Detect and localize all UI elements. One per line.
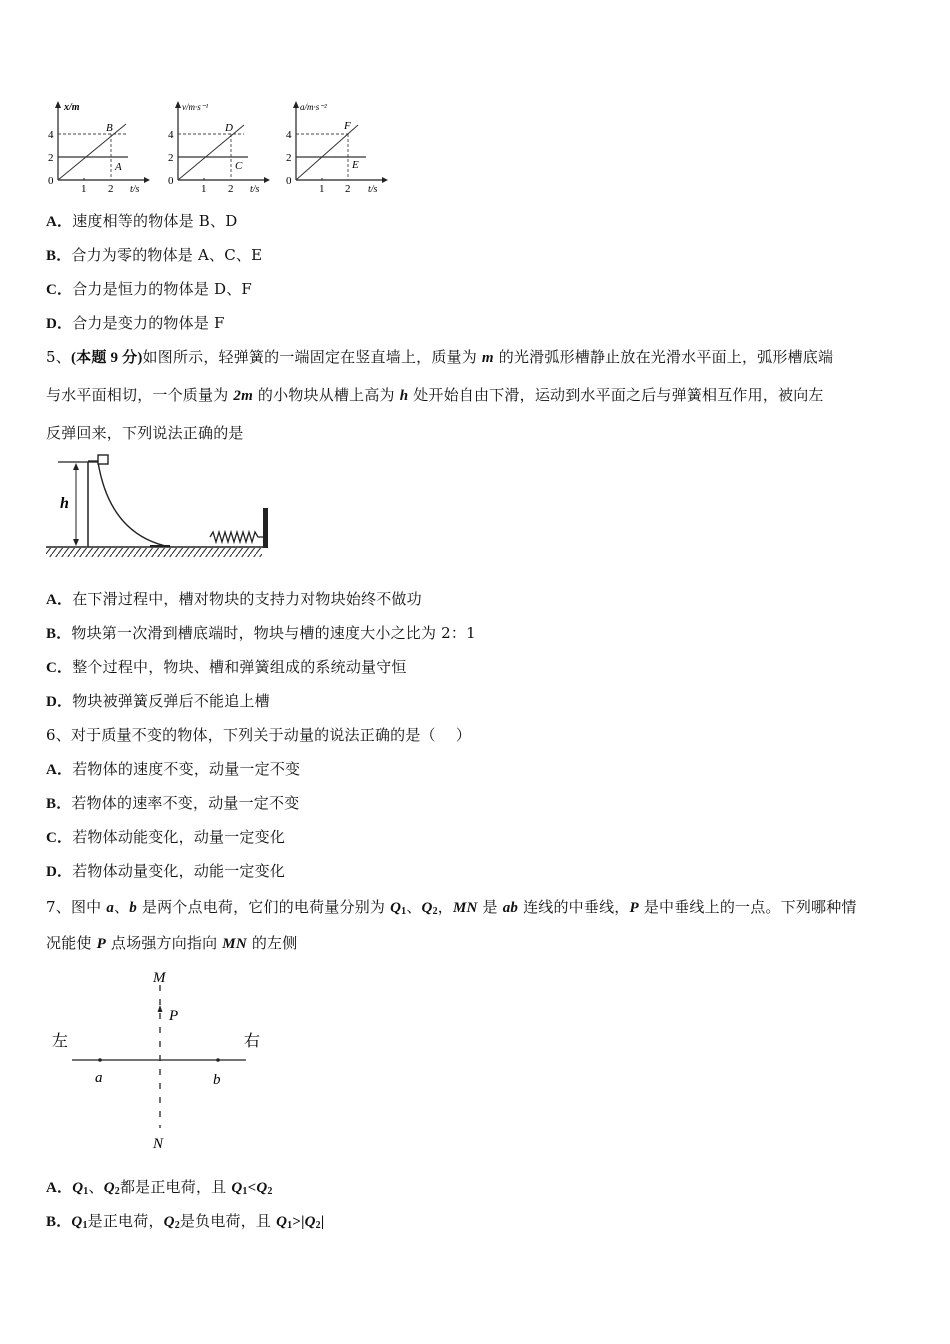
- stem-text: 的左侧: [246, 934, 298, 952]
- var-p: P: [96, 936, 106, 952]
- var-h: h: [399, 388, 409, 404]
- var-sub: 2: [315, 1220, 321, 1231]
- svg-text:2: 2: [168, 152, 174, 164]
- q5-stem-line-2: [46, 385, 824, 406]
- option-text: 在下滑过程中，槽对物块的支持力对物块始终不做功: [72, 590, 422, 608]
- option-label: B．: [46, 796, 72, 812]
- svg-text:D: D: [225, 122, 233, 134]
- svg-text:E: E: [352, 159, 359, 171]
- var-sub: 2: [114, 1186, 120, 1197]
- svg-text:2: 2: [228, 183, 234, 195]
- q5-option-a: [46, 589, 422, 610]
- stem-text: 点场强方向指向: [105, 934, 223, 952]
- option-text: >|: [292, 1214, 305, 1230]
- var-ab: ab: [502, 900, 519, 916]
- svg-text:1: 1: [201, 183, 207, 195]
- option-label: A．: [46, 592, 73, 608]
- option-text: 整个过程中，物块、槽和弹簧组成的系统动量守恒: [72, 658, 407, 676]
- svg-text:2: 2: [108, 183, 114, 195]
- option-text: 物块第一次滑到槽底端时，物块与槽的速度大小之比为 2：1: [71, 624, 476, 642]
- q7-stem-line-1: [46, 897, 857, 918]
- svg-text:A: A: [115, 161, 122, 173]
- option-label: C．: [46, 830, 73, 846]
- var-sub: 1: [242, 1186, 248, 1197]
- option-text: 若物体动能变化，动量一定变化: [72, 828, 286, 846]
- option-label: C．: [46, 282, 73, 298]
- q7-option-a: [46, 1177, 273, 1198]
- var-p: P: [629, 900, 639, 916]
- svg-text:P: P: [169, 1008, 179, 1024]
- option-label: C．: [46, 660, 73, 676]
- svg-text:B: B: [106, 122, 113, 134]
- var-q: Q: [256, 1180, 268, 1196]
- option-text: 合力是变力的物体是 F: [72, 314, 225, 332]
- var-q: Q: [231, 1180, 243, 1196]
- option-text: 若物体的速度不变，动量一定不变: [72, 760, 301, 778]
- option-label: D．: [46, 316, 73, 332]
- svg-text:0: 0: [168, 175, 174, 187]
- option-label: A．: [46, 762, 73, 778]
- svg-text:a/m·s⁻²: a/m·s⁻²: [300, 102, 327, 112]
- stem-text: 、: [114, 898, 130, 916]
- var-2m: 2m: [233, 388, 253, 404]
- option-text: 是正电荷，: [87, 1212, 164, 1230]
- var-q1-sub: 1: [401, 906, 407, 917]
- svg-text:M: M: [153, 970, 166, 986]
- option-label: A．: [46, 1180, 73, 1196]
- var-b: b: [129, 900, 137, 916]
- q4-option-b: [46, 245, 262, 266]
- q5-stem-line-3: [46, 423, 244, 443]
- var-a: a: [106, 900, 115, 916]
- option-text: 合力为零的物体是 A、C、E: [71, 246, 263, 264]
- var-sub: 1: [287, 1220, 293, 1231]
- svg-text:4: 4: [286, 129, 292, 141]
- stem-text: 、: [406, 898, 422, 916]
- stem-text: 反弹回来，下列说法正确的是: [46, 424, 244, 442]
- var-sub: 2: [174, 1220, 180, 1231]
- graph-a-t: [282, 98, 397, 196]
- svg-text:t/s: t/s: [250, 184, 260, 195]
- stem-text: 况能使: [46, 934, 97, 952]
- q6-stem: [46, 725, 471, 745]
- option-text: 物块被弹簧反弹后不能追上槽: [72, 692, 270, 710]
- q5-figure-slope-spring: [40, 450, 280, 565]
- svg-text:N: N: [153, 1136, 164, 1152]
- svg-text:4: 4: [48, 129, 54, 141]
- option-label: D．: [46, 694, 73, 710]
- q7-figure-charges: [40, 960, 280, 1160]
- q5-option-d: [46, 691, 270, 712]
- svg-text:t/s: t/s: [130, 184, 140, 195]
- option-label: B．: [46, 1214, 72, 1230]
- var-q: Q: [72, 1180, 84, 1196]
- option-text: 都是正电荷，且: [119, 1178, 232, 1196]
- svg-text:0: 0: [48, 175, 54, 187]
- var-q: Q: [276, 1214, 288, 1230]
- stem-text: 是两个点电荷，它们的电荷量分别为: [136, 898, 391, 916]
- svg-text:0: 0: [286, 175, 292, 187]
- option-text: 若物体的速率不变，动量一定不变: [71, 794, 300, 812]
- q7-option-b: [46, 1211, 324, 1232]
- svg-text:2: 2: [345, 183, 351, 195]
- stem-text: 的光滑弧形槽静止放在光滑水平面上，弧形槽底端: [493, 348, 834, 366]
- svg-text:C: C: [235, 160, 243, 172]
- svg-text:右: 右: [244, 1033, 261, 1050]
- graph-x-t: [44, 98, 159, 196]
- svg-text:v/m·s⁻¹: v/m·s⁻¹: [182, 102, 209, 112]
- svg-text:x/m: x/m: [64, 102, 80, 113]
- stem-text: 是中垂线上的一点。下列哪种情: [638, 898, 857, 916]
- var-q: Q: [103, 1180, 115, 1196]
- var-mn: MN: [222, 936, 247, 952]
- stem-text: 是: [477, 898, 503, 916]
- var-m: m: [481, 350, 494, 366]
- var-q: Q: [163, 1214, 175, 1230]
- stem-text: 如图所示，轻弹簧的一端固定在竖直墙上，质量为: [142, 348, 482, 366]
- stem-text: 图中: [70, 898, 107, 916]
- option-label: D．: [46, 864, 73, 880]
- var-sub: 2: [267, 1186, 273, 1197]
- option-label: B．: [46, 248, 72, 264]
- q5-stem-line-1: [46, 347, 833, 368]
- option-text: 速度相等的物体是 B、D: [72, 212, 238, 230]
- q6-option-d: [46, 861, 285, 882]
- option-text: 、: [88, 1178, 104, 1196]
- q5-option-c: [46, 657, 407, 678]
- var-q2-sub: 2: [432, 906, 438, 917]
- var-sub: 1: [82, 1220, 88, 1231]
- option-text: 是负电荷，且: [179, 1212, 277, 1230]
- question-points: (本题 9 分): [70, 350, 143, 366]
- stem-text: 连线的中垂线，: [518, 898, 630, 916]
- var-q1: Q: [390, 900, 402, 916]
- svg-text:1: 1: [319, 183, 325, 195]
- graph-v-t: [164, 98, 279, 196]
- svg-text:2: 2: [286, 152, 292, 164]
- option-label: B．: [46, 626, 72, 642]
- svg-text:4: 4: [168, 129, 174, 141]
- q4-option-d: [46, 313, 225, 334]
- svg-text:左: 左: [52, 1033, 69, 1050]
- option-text: 若物体动量变化，动能一定变化: [72, 862, 286, 880]
- stem-text: 6、对于质量不变的物体，下列关于动量的说法正确的是（ ）: [46, 726, 472, 744]
- stem-text: 与水平面相切，一个质量为: [46, 386, 234, 404]
- q6-option-a: [46, 759, 300, 780]
- question-number: 7、: [46, 898, 71, 916]
- q6-option-c: [46, 827, 285, 848]
- svg-text:2: 2: [48, 152, 54, 164]
- var-q: Q: [304, 1214, 316, 1230]
- stem-text: 的小物块从槽上高为: [252, 386, 400, 404]
- option-label: A．: [46, 214, 73, 230]
- var-q: Q: [71, 1214, 83, 1230]
- stem-text: ，: [437, 898, 453, 916]
- option-text: 合力是恒力的物体是 D、F: [72, 280, 253, 298]
- option-text: |: [320, 1214, 325, 1230]
- var-q2: Q: [421, 900, 433, 916]
- q4-graphs-figure: [44, 98, 389, 196]
- svg-text:t/s: t/s: [368, 184, 378, 195]
- stem-text: 处开始自由下滑，运动到水平面之后与弹簧相互作用，被向左: [408, 386, 824, 404]
- q5-option-b: [46, 623, 476, 644]
- svg-text:1: 1: [81, 183, 87, 195]
- q4-option-a: [46, 211, 237, 232]
- svg-text:a: a: [95, 1070, 103, 1086]
- option-text: <: [247, 1180, 257, 1196]
- var-mn: MN: [452, 900, 478, 916]
- q4-option-c: [46, 279, 252, 300]
- var-sub: 1: [83, 1186, 89, 1197]
- svg-text:F: F: [344, 120, 351, 132]
- svg-text:b: b: [213, 1072, 221, 1088]
- q6-option-b: [46, 793, 299, 814]
- svg-text:h: h: [60, 495, 69, 512]
- question-number: 5、: [46, 348, 71, 366]
- q7-stem-line-2: [46, 933, 297, 954]
